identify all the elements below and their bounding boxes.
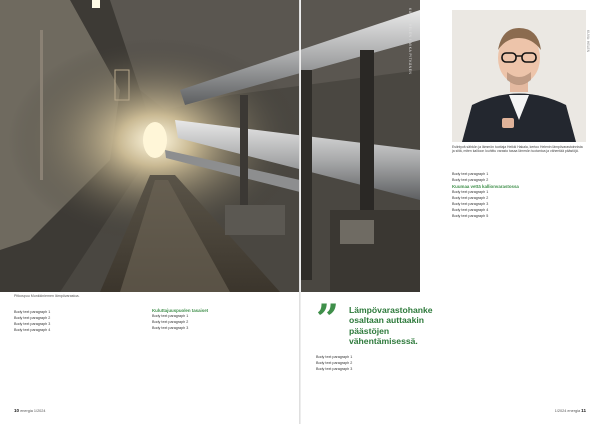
right-column-1 — [316, 355, 444, 373]
footer-magazine-name: 1/2024 energia — [554, 409, 581, 413]
pull-quote: Lämpövarastohanke osaltaan auttaakin päästöjen vähentämisessä. — [349, 305, 433, 347]
body-paragraph: Body text paragraph 4 — [452, 208, 489, 213]
portrait-photo — [452, 10, 586, 142]
quote-mark-icon: ” — [316, 296, 340, 343]
body-paragraph: Body text paragraph 3 — [316, 367, 353, 371]
section-heading: Kuluttajuuspuolen tasaiset — [152, 308, 209, 313]
right-page-footer — [555, 408, 586, 413]
body-paragraph: Body text paragraph 3 — [152, 326, 189, 331]
photo-caption: Pitkospuu Munkkiniemen lämpövarastoa. — [14, 294, 80, 298]
body-paragraph: Body text paragraph 2 — [452, 178, 489, 182]
tunnel-illustration — [0, 0, 420, 292]
footer-magazine-name: energia 1/2024 — [20, 409, 46, 413]
body-paragraph: Body text paragraph 2 — [152, 320, 189, 325]
body-paragraph: Body text paragraph 2 — [316, 361, 353, 365]
body-paragraph: Body text paragraph 3 — [452, 202, 489, 207]
body-paragraph: Body text paragraph 1 — [452, 172, 489, 176]
body-paragraph: Body text paragraph 1 — [152, 314, 189, 319]
portrait-caption: Esiintyvä sähkön ja lämmön tuottaja Heikki Hakala, kertoo Helenin lämpövarastoinnista ja siitä, miten kallioon louhittu varasto tasaa lämmön tuotantoa ja vähentää päästöjä. — [452, 145, 583, 154]
body-paragraph: Body text paragraph 1 — [14, 310, 51, 314]
body-paragraph: Body text paragraph 3 — [14, 322, 51, 326]
page-number-right: 11 — [581, 408, 586, 413]
body-paragraph: Body text paragraph 1 — [452, 190, 489, 195]
tunnel-photo — [0, 0, 420, 292]
section-heading: Kuumaa vettä kallionvarastossa — [452, 184, 519, 189]
left-page-footer — [14, 408, 46, 413]
body-paragraph: Body text paragraph 4 — [14, 328, 51, 332]
left-column-2 — [152, 307, 284, 332]
portrait-illustration — [452, 10, 586, 142]
body-paragraph: Body text paragraph 2 — [14, 316, 51, 320]
body-paragraph: Body text paragraph 2 — [452, 196, 489, 201]
page-gutter — [299, 0, 301, 424]
left-column-1 — [14, 310, 132, 334]
page-number-left: 10 — [14, 408, 20, 413]
body-paragraph: Body text paragraph 1 — [316, 355, 353, 359]
photo-credit: KUVAT: HELEN / MIKA PITKÄNEN — [408, 8, 412, 75]
portrait-credit: KUVA: HELEN — [586, 30, 590, 53]
right-column-2 — [452, 172, 586, 220]
body-paragraph: Body text paragraph 5 — [452, 214, 489, 219]
